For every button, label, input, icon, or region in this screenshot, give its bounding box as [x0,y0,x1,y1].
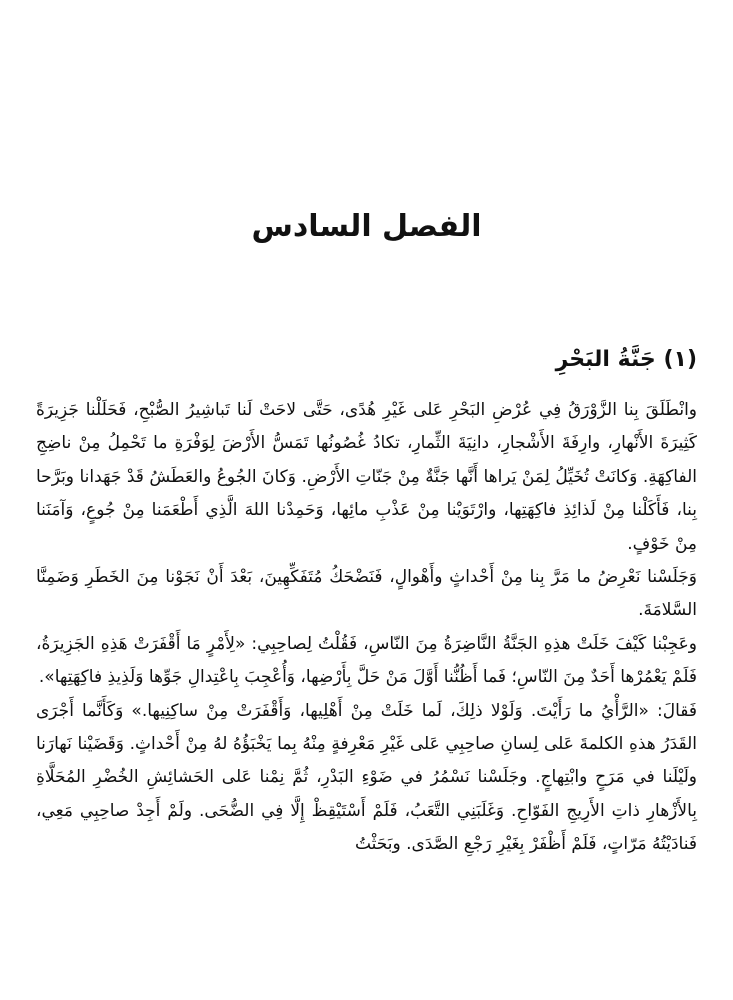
paragraph: وعَجِبْنا كَيْفَ خَلَتْ هذِهِ الجَنَّةُ النَّاضِرَةُ مِنَ النّاسِ، فَقُلْتُ لِصاحِبِي: «لِأَمْرٍ مَا أَقْفَرَتْ هَذِهِ الجَزِيرَةُ، فَلَمْ يَعْمُرْها أَحَدٌ مِنَ النّاسِ؛ فَما أَظُنُّنا أَوَّلَ مَنْ حَلَّ بِأَرْضِها، وَأُعْجِبَ بِاعْتِدالِ جَوِّها وَلَذِيذِ فاكِهَتِها». [36,633,697,688]
paragraph: وَجَلَسْنا نَعْرِضُ ما مَرَّ بِنا مِنْ أَحْداثٍ وأَهْوالٍ، فَنَضْحَكُ مُتَفَكِّهِينَ، بَعْدَ أَنْ نَجَوْنا مِنَ الخَطَرِ وَضَمِنَّا السَّلامَةَ. [36,567,697,621]
paragraph: فَقالَ: «الرَّأْيُ ما رَأَيْتَ. وَلَوْلا ذلِكَ، لَما خَلَتْ مِنْ أَهْلِيها، وَأَقْفَرَتْ مِنْ ساكِنِيها.» وَكَأَنَّما أَجْرَى القَدَرُ هذهِ الكلمةَ عَلى لِسانِ صاحِبِي عَلى غَيْرِ مَعْرِفةٍ مِنْهُ بِما يَخْبَؤُهُ لهُ مِنْ أَحْداثٍ. وَقَضَيْنا نَهارَنا ولَيْلَنا في مَرَحٍ وابْتِهاجٍ. وجَلَسْنا نَسْمُرُ في ضَوْءِ البَدْرِ، ثُمَّ نِمْنا عَلى الحَشائِشِ الخُضْرِ المُحَلَّاةِ بِالأَزْهارِ ذاتِ الأَرِيجِ الفَوّاحِ. وَغَلَبَنِي التَّعَبُ، فَلَمْ أَسْتَيْقِظْ إِلَّا فِي الضُّحَى. ولَمْ أَجِدْ صاحِبِي مَعِي، فَنادَيْتُهُ مَرّاتٍ، فَلَمْ أَظْفَرْ بِغَيْرِ رَجْعِ الصَّدَى. وبَحَثْتُ [36,700,697,855]
body-text [36,394,697,862]
section-heading: (١) جَنَّةُ البَحْرِ [555,347,697,372]
chapter-title: الفصل السادس [251,209,482,244]
paragraph: وانْطَلَقَ بِنا الزَّوْرَقُ فِي عُرْضِ البَحْرِ عَلى غَيْرِ هُدًى، حَتَّى لاحَتْ لَنا تَباشِيرُ الصُّبْحِ، فَحَلَلْنا جَزِيرَةً كَثِيرَةَ الأَنْهارِ، وارِفَةَ الأَشْجارِ، دانِيَةَ الثِّمارِ، تكادُ غُصُونُها تَمَسُّ الأَرْضَ لِوَفْرَةِ ما تَحْمِلُ مِنْ ناضِجِ الفاكِهَةِ. وَكانَتْ تُخَيِّلُ لِمَنْ يَراها أَنَّها جَنَّةٌ مِنْ جَنّاتِ الأَرْضِ. وَكانَ الجُوعُ والعَطَشُ قَدْ جَهَدانا وبَرَّحا بِنا، فَأَكَلْنا مِنْ لَذائِذِ فاكِهَتِها، وارْتَوَيْنا مِنْ عَذْبِ مائِها، وَحَمِدْنا اللهَ الَّذِي أَطْعَمَنا مِنْ جُوعٍ، وَآمَنَنا مِنْ خَوْفٍ. [36,400,697,554]
